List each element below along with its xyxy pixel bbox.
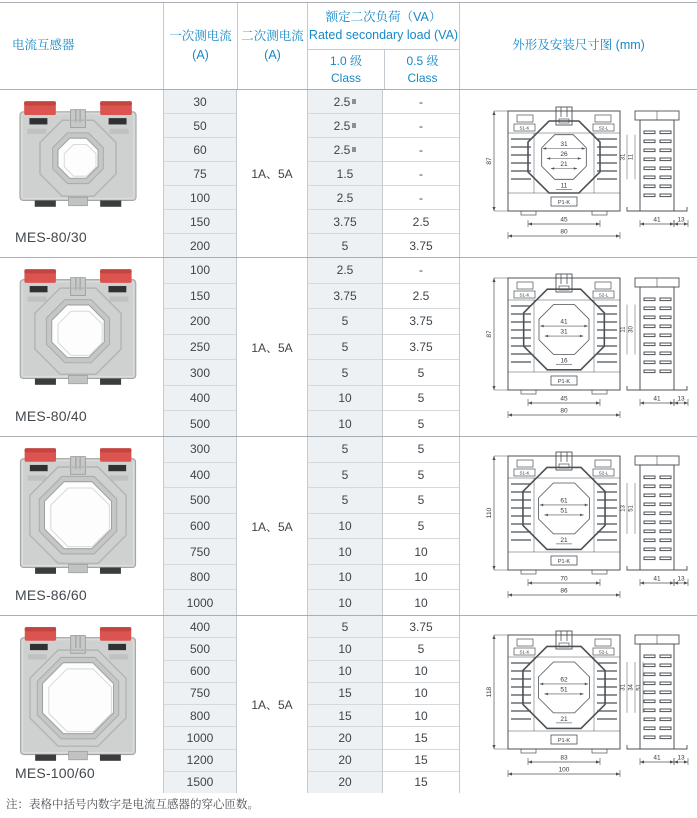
class-05-column-value: 15: [383, 750, 459, 772]
primary-current-column-value: 150: [164, 210, 236, 234]
primary-current-column-value: 250: [164, 335, 236, 361]
header-rated-load-en: Rated secondary load (VA): [308, 28, 459, 42]
model-label: MES-80/30: [15, 229, 87, 245]
class-10-column-value: 10: [308, 661, 382, 683]
model-label: MES-100/60: [15, 765, 95, 781]
primary-current-column: [163, 258, 237, 436]
drawing-cell: [460, 258, 697, 436]
primary-current-column-value: 400: [164, 616, 236, 638]
product-photo: [8, 265, 148, 389]
primary-current-column-value: 100: [164, 258, 236, 284]
header-primary-line2: (A): [192, 48, 209, 62]
class-05-column-value: 2.5: [383, 210, 459, 234]
primary-current-column-value: 60: [164, 138, 236, 162]
svg-text:21: 21: [560, 715, 568, 723]
class-10-column-value: 20: [308, 750, 382, 772]
header-class-10: [308, 50, 384, 89]
svg-text:87: 87: [486, 156, 493, 165]
svg-text:80: 80: [560, 228, 568, 235]
dimension-drawing: [460, 99, 697, 249]
primary-current-column-value: 500: [164, 488, 236, 514]
product-cell: [0, 616, 163, 793]
front-view: [486, 274, 635, 418]
product-cell: [0, 258, 163, 436]
primary-current-column-value: 500: [164, 638, 236, 660]
primary-current-column: [163, 90, 237, 257]
primary-current-column-value: 800: [164, 565, 236, 591]
header-primary-line1: 一次测电流: [169, 28, 232, 43]
header-rated-load: [307, 3, 460, 89]
svg-text:31: 31: [620, 153, 627, 160]
table-body: [0, 90, 697, 793]
drawing-cell: [460, 616, 697, 793]
secondary-current-cell: 1A、5A: [251, 340, 293, 355]
dimension-drawing: [460, 444, 697, 608]
class-10-column: [307, 258, 383, 436]
svg-text:21: 21: [560, 536, 568, 544]
class-05-column-value: -: [383, 138, 459, 162]
svg-text:S1-K: S1-K: [519, 292, 530, 298]
class-05-column-value: 3.75: [409, 238, 433, 253]
class-05-column: [383, 616, 460, 793]
secondary-current-cell: 1A、5A: [251, 698, 293, 712]
svg-text:41: 41: [653, 395, 661, 403]
class-05-column-value: 5: [383, 437, 459, 463]
svg-text:P1-K: P1-K: [557, 379, 571, 385]
header-class-05-en: Class: [407, 70, 438, 85]
section-mes-86-60: [0, 436, 697, 615]
class-10-column-value: 2.5: [308, 90, 382, 114]
model-label: MES-86/60: [15, 587, 87, 603]
class-10-column-value: 5: [308, 335, 382, 361]
header-class-05-zh: 0.5 级: [406, 53, 439, 68]
footnote: 注：表格中括号内数字是电流互感器的穿心匝数。: [6, 799, 259, 811]
spec-table: [0, 2, 697, 793]
svg-text:13: 13: [677, 395, 685, 403]
svg-text:51: 51: [636, 683, 643, 691]
svg-text:51: 51: [628, 505, 635, 512]
svg-text:P1-K: P1-K: [557, 559, 571, 565]
header-rated-load-title: [308, 3, 459, 49]
front-view: [486, 452, 635, 598]
svg-text:45: 45: [560, 216, 568, 223]
class-10-column-value: 10: [308, 514, 382, 540]
primary-current-column: [163, 616, 237, 793]
svg-text:61: 61: [560, 497, 568, 505]
svg-text:11: 11: [620, 326, 627, 333]
svg-text:13: 13: [677, 754, 685, 761]
primary-current-column-value: 400: [164, 386, 236, 412]
secondary-current-cell: 1A、5A: [251, 519, 293, 534]
class-10-column-value: 5: [308, 437, 382, 463]
svg-text:21: 21: [560, 160, 568, 168]
svg-text:16: 16: [560, 357, 568, 365]
class-10-column-value: 3.75: [308, 284, 382, 310]
svg-text:31: 31: [560, 328, 568, 336]
header-class-10-zh: 1.0 级: [329, 53, 363, 68]
top-clip-drawing: [556, 107, 572, 125]
product-photo: [8, 623, 148, 765]
class-10-column-value: 10: [308, 638, 382, 660]
header-class-10-en: Class: [330, 70, 361, 85]
svg-text:83: 83: [560, 754, 568, 761]
section-mes-100-60: [0, 615, 697, 793]
svg-text:13: 13: [677, 575, 685, 583]
class-05-column-value: 5: [383, 463, 459, 489]
svg-text:31: 31: [560, 140, 568, 148]
side-view: [627, 456, 688, 586]
class-10-column-value: 5: [308, 360, 382, 386]
class-05-column-value: 5: [383, 488, 459, 514]
svg-text:41: 41: [653, 575, 661, 583]
header-drawing: 外形及安装尺寸图 (mm): [512, 38, 645, 53]
svg-text:S2-L: S2-L: [598, 648, 609, 654]
svg-text:70: 70: [560, 575, 568, 583]
class-05-column: [383, 90, 460, 257]
primary-current-column-value: 30: [164, 90, 236, 114]
front-view: [486, 631, 643, 777]
svg-text:110: 110: [486, 507, 493, 519]
class-10-column-value: 2.5: [308, 138, 382, 162]
product-cell: [0, 90, 163, 257]
header-class-row: [308, 49, 459, 89]
product-photo: [8, 97, 148, 211]
svg-text:P1-K: P1-K: [557, 199, 571, 206]
svg-text:30: 30: [628, 326, 635, 333]
footnote-marker: [352, 123, 356, 128]
class-10-column-value: 10: [338, 595, 352, 610]
primary-current-column-value: 400: [164, 463, 236, 489]
class-05-column-value: 15: [383, 727, 459, 749]
class-10-column-value: 2.5: [308, 114, 382, 138]
primary-current-column-value: 1200: [164, 750, 236, 772]
svg-text:31: 31: [620, 683, 627, 691]
dimension-drawing: [460, 623, 697, 787]
svg-text:S1-K: S1-K: [519, 470, 530, 476]
class-10-column-value: 5: [341, 238, 349, 253]
class-10-column-value: 20: [308, 727, 382, 749]
primary-current-column-value: 200: [164, 309, 236, 335]
section-mes-80-40: [0, 257, 697, 436]
svg-text:26: 26: [560, 150, 568, 158]
svg-text:51: 51: [560, 685, 568, 693]
class-10-column: [307, 90, 383, 257]
svg-text:100: 100: [558, 766, 570, 773]
class-05-column-value: 3.75: [383, 309, 459, 335]
primary-current-column-value: 150: [164, 284, 236, 310]
secondary-current-cell: 1A、5A: [251, 167, 293, 181]
primary-current-column-value: 200: [189, 238, 211, 253]
class-05-column-value: 5: [417, 416, 425, 431]
class-05-column-value: 3.75: [383, 616, 459, 638]
class-05-column-value: -: [383, 90, 459, 114]
primary-current-column-value: 600: [164, 661, 236, 683]
product-cell: [0, 437, 163, 615]
class-10-column-value: 10: [338, 416, 352, 431]
class-05-column-value: 10: [383, 705, 459, 727]
svg-text:P1-K: P1-K: [557, 737, 571, 744]
product-photo: [8, 444, 148, 578]
class-10-column-value: 15: [308, 683, 382, 705]
side-view: [627, 278, 688, 406]
primary-current-column-value: 1500: [186, 775, 214, 790]
header-primary-current: [163, 3, 237, 89]
class-10-column-value: 2.5: [308, 186, 382, 210]
primary-current-column-value: 600: [164, 514, 236, 540]
primary-current-column-value: 50: [164, 114, 236, 138]
svg-text:S2-L: S2-L: [598, 470, 609, 476]
primary-current-column-value: 500: [189, 416, 211, 431]
class-05-column-value: 2.5: [383, 284, 459, 310]
svg-text:41: 41: [653, 754, 661, 761]
svg-text:45: 45: [560, 395, 568, 403]
primary-current-column-value: 1000: [164, 727, 236, 749]
header-class-05: [384, 50, 460, 89]
svg-text:S2-L: S2-L: [598, 292, 609, 298]
primary-current-column-value: 1000: [186, 595, 214, 610]
header-transformer: 电流互感器: [12, 38, 75, 53]
svg-text:S1-K: S1-K: [519, 124, 530, 130]
class-10-column: [307, 616, 383, 793]
class-05-column-value: -: [383, 162, 459, 186]
primary-current-column-value: 750: [164, 539, 236, 565]
svg-text:13: 13: [677, 216, 685, 223]
svg-text:34: 34: [628, 683, 635, 691]
class-05-column-value: 5: [383, 514, 459, 540]
svg-text:51: 51: [560, 507, 568, 515]
svg-text:S1-K: S1-K: [519, 648, 530, 654]
header-secondary-current: [237, 3, 307, 89]
class-10-column-value: 10: [308, 386, 382, 412]
class-10-column: [307, 437, 383, 615]
class-05-column-value: 5: [383, 638, 459, 660]
svg-text:62: 62: [560, 675, 568, 683]
class-10-column-value: 5: [308, 616, 382, 638]
class-05-column: [383, 437, 460, 615]
table-header: [0, 3, 697, 90]
class-05-column-value: 5: [383, 386, 459, 412]
class-05-column-value: 10: [383, 539, 459, 565]
svg-text:118: 118: [486, 686, 493, 697]
header-secondary-line1: 二次测电流: [241, 28, 304, 43]
primary-current-column-value: 300: [164, 437, 236, 463]
class-10-column-value: 2.5: [308, 258, 382, 284]
class-10-column-value: 20: [338, 775, 352, 790]
svg-text:86: 86: [560, 587, 568, 595]
class-05-column: [383, 258, 460, 436]
class-10-column-value: 5: [308, 463, 382, 489]
svg-text:11: 11: [628, 153, 635, 160]
svg-text:S2-L: S2-L: [598, 124, 609, 130]
front-view: [486, 107, 635, 239]
svg-text:80: 80: [560, 407, 568, 415]
top-clip: [71, 278, 86, 296]
primary-current-column-value: 800: [164, 705, 236, 727]
model-label: MES-80/40: [15, 408, 87, 424]
primary-current-column-value: 750: [164, 683, 236, 705]
section-mes-80-30: [0, 90, 697, 257]
class-05-column-value: 5: [383, 360, 459, 386]
svg-text:13: 13: [620, 505, 627, 512]
primary-current-column: [163, 437, 237, 615]
class-10-column-value: 5: [308, 488, 382, 514]
primary-current-column-value: 300: [164, 360, 236, 386]
drawing-cell: [460, 90, 697, 257]
class-10-column-value: 3.75: [308, 210, 382, 234]
class-05-column-value: -: [383, 258, 459, 284]
class-05-column-value: 3.75: [383, 335, 459, 361]
primary-current-column-value: 100: [164, 186, 236, 210]
svg-text:87: 87: [486, 330, 493, 338]
svg-text:11: 11: [560, 181, 568, 189]
class-10-column-value: 5: [308, 309, 382, 335]
class-05-column-value: 10: [383, 661, 459, 683]
primary-current-column-value: 75: [164, 162, 236, 186]
side-view: [627, 635, 688, 765]
footnote-marker: [352, 147, 356, 152]
side-view: [627, 111, 688, 227]
class-05-column-value: 15: [414, 775, 428, 790]
class-10-column-value: 15: [308, 705, 382, 727]
dimension-drawing: [460, 266, 697, 428]
footnote-marker: [352, 99, 356, 104]
class-10-column-value: 10: [308, 539, 382, 565]
svg-text:41: 41: [653, 216, 661, 223]
class-10-column-value: 10: [308, 565, 382, 591]
class-05-column-value: 10: [383, 683, 459, 705]
header-secondary-line2: (A): [264, 48, 281, 62]
drawing-cell: [460, 437, 697, 615]
top-clip: [71, 110, 86, 128]
header-rated-load-zh: 额定二次负荷（VA）: [325, 9, 442, 24]
svg-text:41: 41: [560, 318, 568, 326]
class-05-column-value: -: [383, 114, 459, 138]
class-05-column-value: 10: [383, 565, 459, 591]
class-05-column-value: -: [383, 186, 459, 210]
top-clip: [71, 457, 86, 475]
class-05-column-value: 10: [414, 595, 428, 610]
class-10-column-value: 1.5: [308, 162, 382, 186]
